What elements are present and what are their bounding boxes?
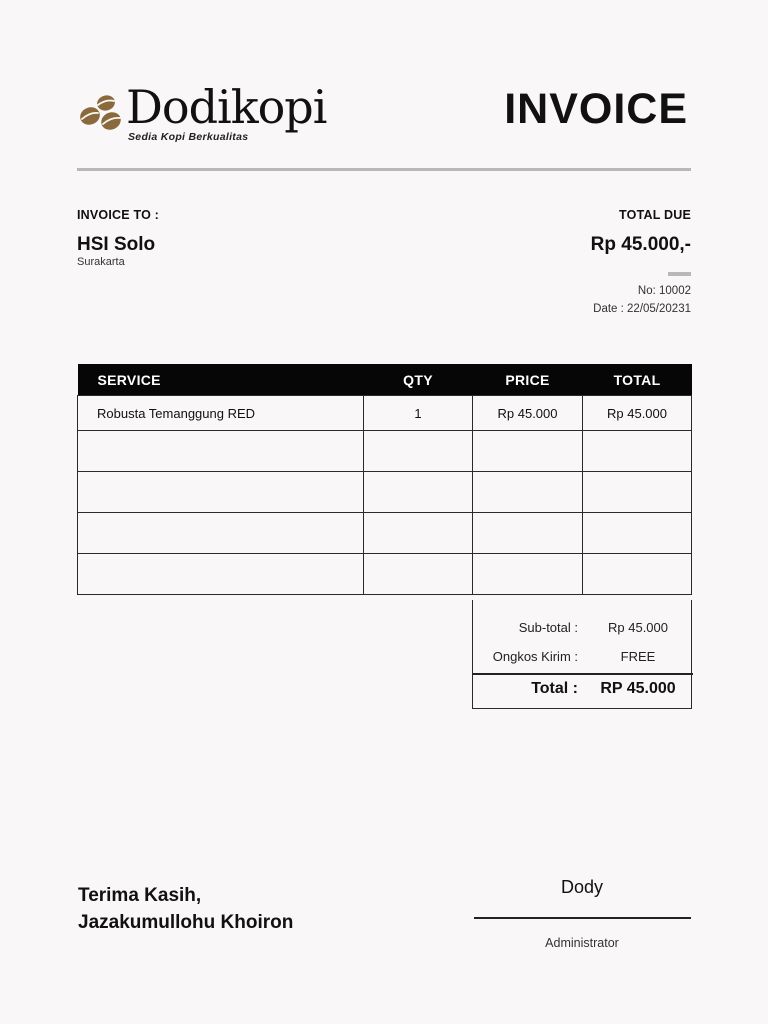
total-due-divider bbox=[668, 272, 691, 276]
total-due-amount: Rp 45.000,- bbox=[590, 234, 691, 255]
cell-total bbox=[583, 472, 692, 513]
invoice-date: Date : 22/05/20231 bbox=[593, 303, 691, 315]
cell-price bbox=[473, 513, 583, 554]
cell-qty bbox=[364, 513, 473, 554]
client-name: HSI Solo bbox=[77, 234, 156, 255]
cell-total bbox=[583, 554, 692, 595]
total-due-label: TOTAL DUE bbox=[619, 208, 691, 222]
thank-you-line-1: Terima Kasih, bbox=[78, 885, 202, 906]
cell-price bbox=[473, 554, 583, 595]
cell-service bbox=[78, 472, 364, 513]
cell-total bbox=[583, 513, 692, 554]
header-service: SERVICE bbox=[78, 364, 364, 396]
table-row bbox=[78, 472, 692, 513]
signer-name: Dody bbox=[560, 877, 604, 897]
thank-you-message bbox=[78, 882, 293, 936]
cell-service bbox=[78, 431, 364, 472]
header-qty: QTY bbox=[364, 364, 473, 396]
cell-qty bbox=[364, 431, 473, 472]
signature-line bbox=[474, 917, 691, 919]
subtotal-value: Rp 45.000 bbox=[608, 620, 668, 635]
header-divider bbox=[77, 168, 691, 171]
grand-total-label: Total : bbox=[531, 680, 578, 697]
cell-service: Robusta Temanggung RED bbox=[78, 396, 364, 431]
summary-box bbox=[472, 600, 692, 709]
document-title: INVOICE bbox=[504, 85, 688, 133]
table-row bbox=[78, 554, 692, 595]
cell-service bbox=[78, 554, 364, 595]
cell-qty bbox=[364, 472, 473, 513]
brand-tagline: Sedia Kopi Berkualitas bbox=[128, 131, 249, 143]
shipping-value: FREE bbox=[620, 649, 656, 664]
cell-qty: 1 bbox=[364, 396, 473, 431]
invoice-number: No: 10002 bbox=[637, 285, 691, 297]
header-price: PRICE bbox=[473, 364, 583, 396]
table-header-row bbox=[78, 364, 692, 396]
table-row bbox=[78, 431, 692, 472]
cell-price bbox=[473, 431, 583, 472]
brand-name: Dodikopi bbox=[126, 80, 327, 134]
invoice-to-label: INVOICE TO : bbox=[77, 208, 160, 222]
cell-qty bbox=[364, 554, 473, 595]
thank-you-line-2: Jazakumullohu Khoiron bbox=[78, 912, 294, 933]
summary-divider bbox=[473, 673, 693, 675]
table-row bbox=[78, 513, 692, 554]
cell-total: Rp 45.000 bbox=[583, 396, 692, 431]
signer-role: Administrator bbox=[545, 936, 619, 950]
cell-price bbox=[473, 472, 583, 513]
header-total: TOTAL bbox=[583, 364, 692, 396]
cell-price: Rp 45.000 bbox=[473, 396, 583, 431]
coffee-beans-icon bbox=[76, 92, 124, 132]
subtotal-label: Sub-total : bbox=[518, 620, 578, 635]
grand-total-value: RP 45.000 bbox=[600, 680, 676, 697]
cell-service bbox=[78, 513, 364, 554]
table-row bbox=[78, 396, 692, 431]
client-city: Surakarta bbox=[77, 256, 125, 268]
cell-total bbox=[583, 431, 692, 472]
items-table bbox=[77, 364, 692, 595]
shipping-label: Ongkos Kirim : bbox=[492, 649, 578, 664]
